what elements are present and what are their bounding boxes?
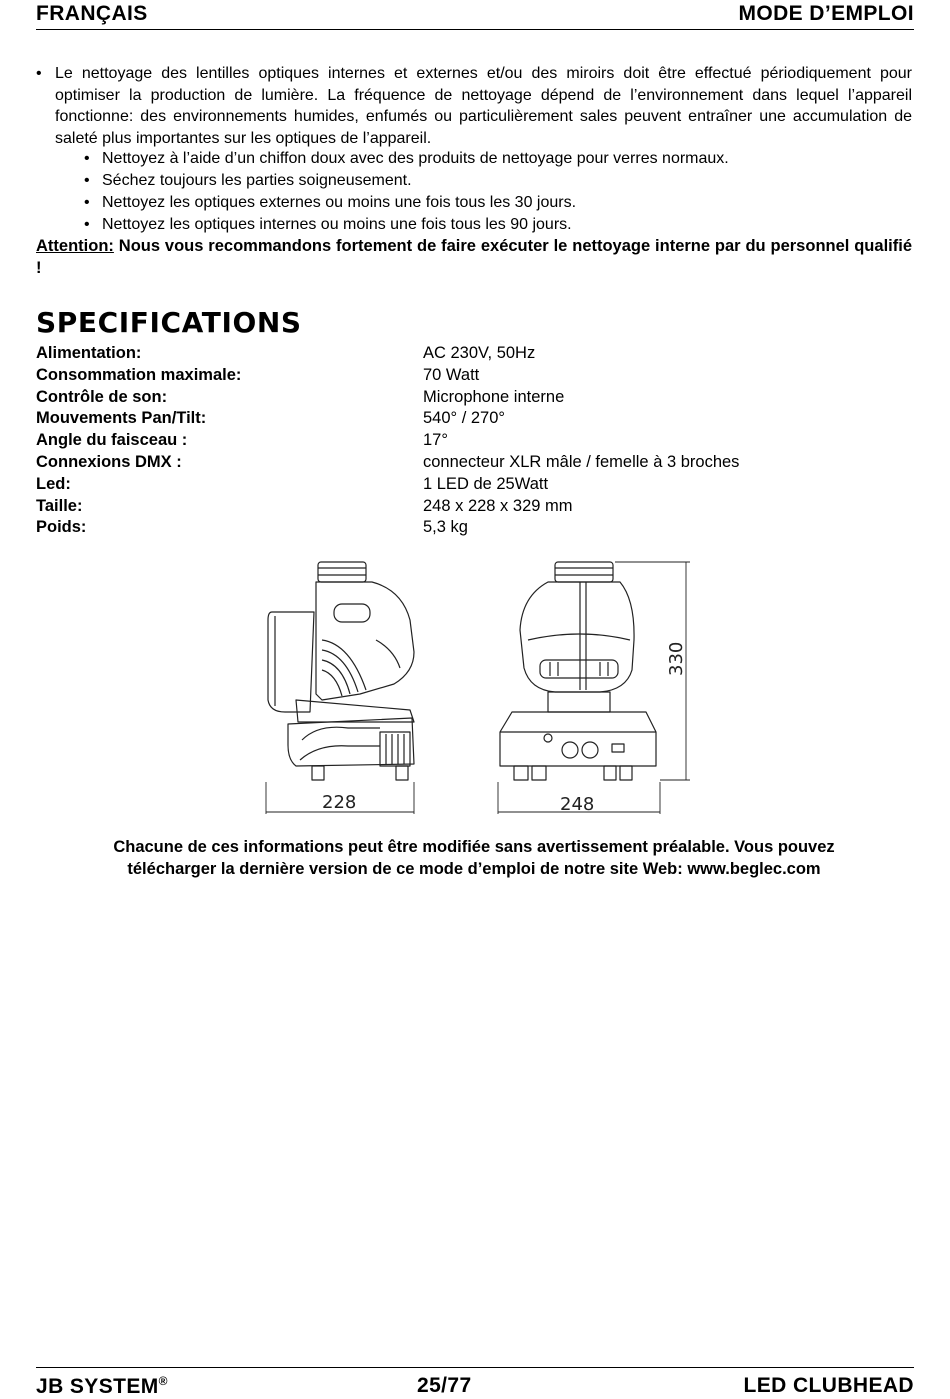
spec-label: Connexions DMX :: [36, 453, 182, 471]
spec-value: connecteur XLR mâle / femelle à 3 broches: [423, 453, 740, 471]
spec-value: Microphone interne: [423, 388, 565, 406]
side-view-drawing: [268, 562, 414, 780]
spec-label: Consommation maximale:: [36, 366, 242, 384]
spec-value: 248 x 228 x 329 mm: [423, 497, 573, 515]
spec-label: Angle du faisceau :: [36, 431, 188, 449]
bullet-icon: •: [84, 216, 90, 233]
bullet-icon: •: [84, 172, 90, 189]
sub-bullet-text: Nettoyez les optiques externes ou moins une fois tous les 30 jours.: [102, 194, 577, 211]
footer-brand-text: JB SYSTEM: [36, 1375, 159, 1398]
bullet-icon: •: [84, 194, 90, 211]
dimension-lines: [266, 562, 690, 814]
attention-text: Nous vous recommandons fortement de faire exécuter le nettoyage interne par du personnel qualifié !: [36, 237, 912, 277]
spec-label: Contrôle de son:: [36, 388, 168, 406]
disclaimer-line: télécharger la dernière version de ce mode d’emploi de notre site Web: www.beglec.com: [127, 860, 821, 878]
spec-value: 1 LED de 25Watt: [423, 475, 549, 493]
header-language: FRANÇAIS: [36, 2, 148, 25]
sub-bullet: [84, 192, 576, 214]
footer-page-number: 25/77: [417, 1374, 472, 1397]
maintenance-bullet: [36, 63, 912, 149]
front-view-drawing: [500, 562, 656, 780]
spec-value: AC 230V, 50Hz: [423, 344, 536, 362]
width-dimension-label: 248: [560, 794, 595, 815]
page-footer: [36, 1367, 914, 1398]
bullet-icon: •: [36, 65, 42, 82]
spec-value: 540° / 270°: [423, 409, 506, 427]
sub-bullet: [84, 214, 572, 236]
spec-row: [36, 344, 896, 366]
sub-bullet-text: Nettoyez les optiques internes ou moins une fois tous les 90 jours.: [102, 216, 572, 233]
spec-value: 5,3 kg: [423, 518, 468, 536]
attention-note: [36, 235, 912, 279]
dimension-drawing: [250, 555, 710, 817]
page-header: [36, 0, 914, 30]
spec-row: [36, 388, 896, 410]
sub-bullet-text: Nettoyez à l’aide d’un chiffon doux avec des produits de nettoyage pour verres normaux.: [102, 150, 729, 167]
sub-bullet: [84, 170, 412, 192]
footer-brand: [36, 1374, 168, 1399]
spec-label: Led:: [36, 475, 71, 493]
spec-row: [36, 475, 896, 497]
spec-value: 17°: [423, 431, 448, 449]
attention-label: Attention:: [36, 237, 114, 255]
spec-row: [36, 431, 896, 453]
bullet-icon: •: [84, 150, 90, 167]
specifications-title: SPECIFICATIONS: [36, 306, 302, 339]
spec-label: Mouvements Pan/Tilt:: [36, 409, 207, 427]
disclaimer-line: Chacune de ces informations peut être modifiée sans avertissement préalable. Vous pouvez: [113, 838, 835, 856]
spec-row: [36, 453, 896, 475]
spec-row: [36, 366, 896, 388]
footer-product: LED CLUBHEAD: [743, 1374, 914, 1397]
height-dimension-label: 330: [666, 641, 687, 676]
maintenance-text: Le nettoyage des lentilles optiques internes et externes et/ou des miroirs doit être effectué périodiquement pour optimiser la production de lumière. La fréquence de nettoyage dépend de l’environnement dans lequel l’appareil fonctionne: des environnements humides, enfumés ou particulièrement sales peuvent entraîner une accumulation de saleté plus importantes sur les optiques de l’appareil.: [55, 65, 912, 147]
registered-mark: ®: [158, 1374, 168, 1388]
sub-bullet: [84, 148, 729, 170]
spec-row: [36, 518, 896, 540]
header-manual-title: MODE D’EMPLOI: [738, 2, 914, 25]
spec-row: [36, 409, 896, 431]
spec-label: Poids:: [36, 518, 87, 536]
spec-label: Taille:: [36, 497, 83, 515]
spec-label: Alimentation:: [36, 344, 142, 362]
spec-row: [36, 497, 896, 519]
depth-dimension-label: 228: [322, 792, 357, 813]
sub-bullet-text: Séchez toujours les parties soigneusement.: [102, 172, 412, 189]
disclaimer-note: [36, 836, 912, 880]
spec-value: 70 Watt: [423, 366, 480, 384]
